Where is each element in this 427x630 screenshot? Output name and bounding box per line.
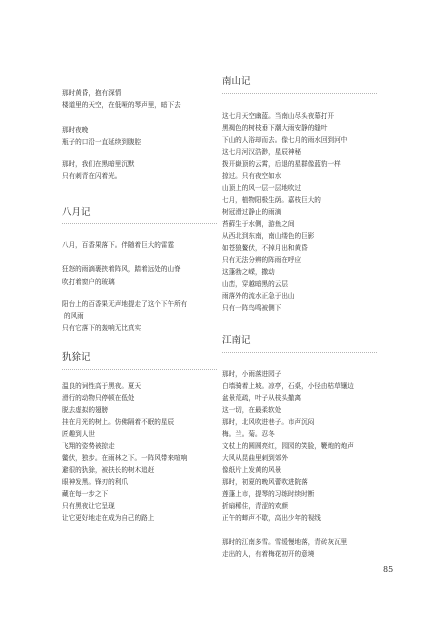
poem-line: 温良的词性高于黑夜。夏天 bbox=[62, 382, 142, 390]
poem-line: 让它更好地走在成为自己的路上 bbox=[62, 514, 155, 522]
poem-line: 的风雨 bbox=[64, 312, 84, 320]
poem-line: 只有无法分辨的阵雨在呼应 bbox=[222, 256, 302, 264]
poem-line: 那时，初夏的晚风蕾吹进院落 bbox=[222, 478, 308, 486]
poem-line: 下山的人浴却而去。像七月的雨水回到河中 bbox=[222, 136, 348, 144]
poem-line: 走出的人，有着梅花初开的意境 bbox=[222, 550, 315, 558]
poem-line: 这七月天空幽蓝。当南山尽头夜幕打开 bbox=[222, 112, 335, 120]
poem-line: 七月，植物阳极生荫。嘉枝巨大的 bbox=[222, 196, 321, 204]
poem-line: 折扇稀住，青涩的欢颜 bbox=[222, 502, 288, 510]
poem-line: 飞翔的姿势被掠走 bbox=[62, 442, 115, 450]
section-title-jiangnan: 江南记 bbox=[222, 335, 251, 346]
section-divider bbox=[222, 93, 377, 94]
poem-line: 拨开嶽顶的云霄，后退的星群像蓝豹一样 bbox=[222, 160, 341, 168]
poem-line: 八月，百香果落下。伴随着巨大的雷霆 bbox=[62, 241, 175, 249]
poem-line: 瓶子的口沿一直延续到腹腔 bbox=[62, 138, 142, 146]
poem-line: 只有黑夜让它呈现 bbox=[62, 502, 115, 510]
poem-line: 掠过。只有夜空如水 bbox=[222, 172, 282, 180]
poem-line: 眼神发黑。锋刃的利爪 bbox=[62, 478, 128, 486]
poem-line: 雨落外的流水正急于出山 bbox=[222, 292, 295, 300]
poem-line: 那时，北风吹进巷子。市声沉闷 bbox=[222, 418, 315, 426]
poem-line: 只有刺青在闪着光。 bbox=[62, 172, 122, 180]
poem-line: 这一切，在最柔软处 bbox=[222, 406, 282, 414]
page-number: 85 bbox=[383, 565, 394, 574]
poem-line: 白墙骑着上坡。凉亭，石桌，小径由枯草镶边 bbox=[222, 382, 354, 390]
poem-line: 楼道里的天空，在低哑的琴声里，暗下去 bbox=[62, 101, 181, 109]
poem-line: 梅。兰。菊。忍冬 bbox=[222, 430, 275, 438]
poem-line: 文杖上的圆圆亮红，园园的笑脸，鞭炮的炮声 bbox=[222, 442, 354, 450]
section-divider bbox=[222, 352, 377, 353]
poem-line: 那时，小雨落进园子 bbox=[222, 370, 282, 378]
poem-line: 脱去虚拟的翅膀 bbox=[62, 406, 109, 414]
poem-line: 正午的蟀声不歇，高出少年的视线 bbox=[222, 514, 321, 522]
poem-line: 挂在月光的树上。仿佛隔着不眠的星辰 bbox=[62, 418, 175, 426]
poem-line: 树冠滑过静止的雨滴 bbox=[222, 208, 282, 216]
poem-line: 藏在每一步之下 bbox=[62, 490, 109, 498]
poem-line: 那时，我们在黑暗里沉默 bbox=[62, 160, 135, 168]
poem-line: 避很的犰狳，被扶长的树木追赶 bbox=[62, 466, 155, 474]
poem-line: 那时夜晚 bbox=[62, 126, 89, 134]
poem-line: 苔藓生于水侧，游鱼之间 bbox=[222, 220, 295, 228]
poem-line: 山顶上的风一层一层地吹过 bbox=[222, 184, 302, 192]
poem-line: 鳖伏，独步。在雨林之下。一阵风带来喧响 bbox=[62, 454, 188, 462]
poem-line: 匠趣到人世 bbox=[62, 430, 95, 438]
poem-line: 吹打着窗户的玻璃 bbox=[62, 278, 115, 286]
poem-line: 像纸片上发黄的风景 bbox=[222, 466, 282, 474]
poem-line: 莲蓬上市，提琴的习练时续时断 bbox=[222, 490, 315, 498]
poem-line: 盆景荒疏，叶子从枝头撤离 bbox=[222, 394, 302, 402]
poem-line: 滑行的动物只停顿在低处 bbox=[62, 394, 135, 402]
section-title-armadillo: 犰狳记 bbox=[62, 352, 91, 363]
poem-line: 只有它落下的轰响无比真实 bbox=[62, 324, 142, 332]
poem-line: 大风从昆曲里刺到郊外 bbox=[222, 454, 288, 462]
poem-line: 这七月河汉浩渺，星辰神秘 bbox=[222, 148, 302, 156]
section-divider bbox=[62, 223, 217, 224]
poem-line: 山峦，穿越暗黑的云层 bbox=[222, 280, 288, 288]
poem-line: 狂怒的雨滴裹挟着阵风，踏着远处的山脊 bbox=[62, 265, 181, 273]
poem-line: 黑褐色的树枝垂下潮大雨安静的缝叶 bbox=[222, 124, 328, 132]
poem-line: 这蓬勃之嵘，撒动 bbox=[222, 268, 275, 276]
poem-line: 那时黄昏，抱有深情 bbox=[62, 89, 122, 97]
poem-line: 如苍狼鳌伏，不掉月出和黄昏 bbox=[222, 244, 308, 252]
poem-line: 阳台上的百香果无声地提走了这个下午所有 bbox=[62, 300, 188, 308]
poem-line: 从西北到东南，南山缕色的巨影 bbox=[222, 232, 315, 240]
section-title-nanshan: 南山记 bbox=[222, 76, 251, 87]
section-title-august: 八月记 bbox=[62, 207, 91, 218]
section-divider bbox=[62, 369, 217, 370]
poem-line: 那时的江南多雪。雪缓慢地落，青砖灰瓦里 bbox=[222, 538, 348, 546]
poem-line: 只有一阵鸟鸣被侧下 bbox=[222, 304, 282, 312]
